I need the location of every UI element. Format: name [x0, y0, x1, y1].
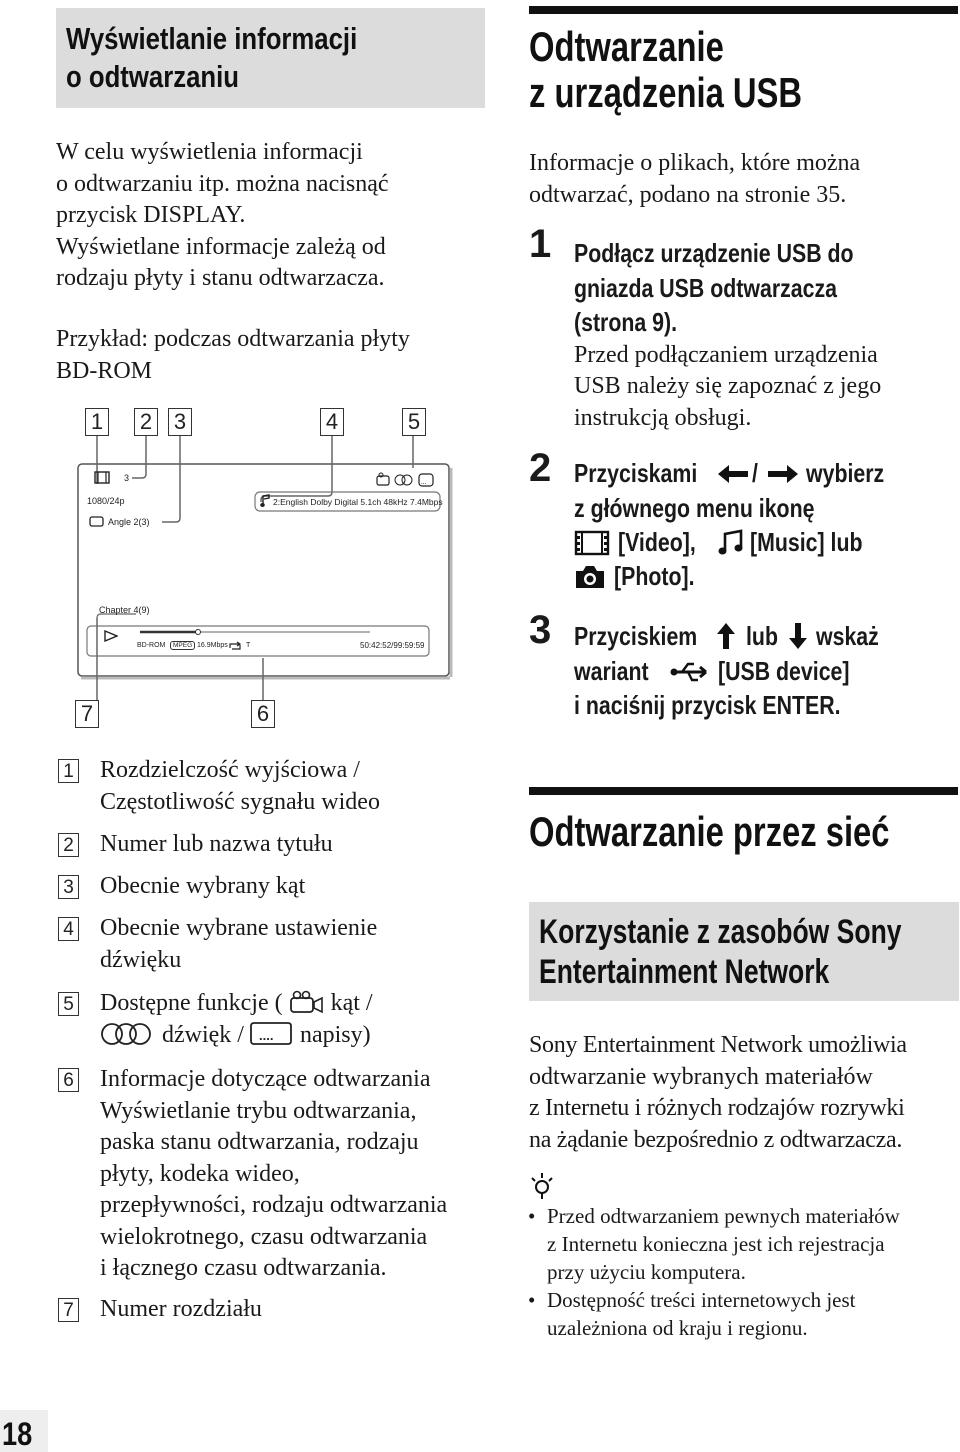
- photo-camera-icon: [574, 564, 606, 590]
- usb-intro: [529, 148, 959, 211]
- text-fragment: wariant: [574, 655, 649, 686]
- legend-item-6: [58, 1064, 488, 1286]
- arrow-up-icon: [716, 622, 736, 650]
- section-rule: [529, 787, 958, 795]
- legend-item-1: [58, 755, 488, 821]
- text-line: i łącznego czasu odtwarzania.: [100, 1255, 387, 1281]
- subtitle-icon: [250, 1021, 294, 1047]
- text-line: na żądanie bezpośrednio z odtwarzacza.: [529, 1126, 903, 1153]
- arrow-down-icon: [788, 622, 808, 650]
- camera-angle-icon: [89, 515, 105, 528]
- text-fragment: Przyciskiem: [574, 621, 698, 651]
- text-line: Dostępność treści internetowych jest: [547, 1288, 856, 1312]
- text-line: Przykład: podczas odtwarzania płyty: [56, 326, 410, 352]
- subsection-heading: [539, 912, 960, 992]
- text-line: Rozdzielczość wyjściowa /: [100, 757, 360, 783]
- text-line: uzależniona od kraju i regionu.: [547, 1316, 808, 1340]
- sen-description: [529, 1030, 959, 1156]
- text-line: Podłącz urządzenie USB do: [574, 238, 854, 268]
- osd-disc-type: BD-ROM: [137, 642, 166, 649]
- text-line: przepływności, rodzaju odtwarzania: [100, 1192, 448, 1218]
- text-fragment: lub: [746, 621, 778, 651]
- step-number: 3: [529, 608, 552, 652]
- text-line: o odtwarzaniu itp. można nacisnąć: [56, 170, 389, 197]
- legend-number: 4: [58, 917, 79, 941]
- text-fragment: Dostępne funkcje (: [100, 990, 283, 1016]
- text-fragment: kąt /: [330, 990, 373, 1016]
- text-line: rodzaju płyty i stanu odtwarzacza.: [56, 265, 385, 291]
- callout-6: 6: [251, 700, 275, 728]
- intro-paragraph: [56, 137, 486, 295]
- subtitle-icon: [419, 474, 433, 486]
- film-icon: [94, 470, 110, 485]
- text-line: z głównego menu ikonę: [574, 492, 815, 523]
- text-line: BD-ROM: [56, 357, 153, 384]
- osd-repeat-mode: T: [246, 642, 251, 649]
- callout-2: 2: [134, 408, 158, 436]
- svg-text:...: ...: [421, 478, 427, 486]
- legend-number: 1: [58, 759, 79, 783]
- text-fragment: dźwięk /: [162, 1021, 244, 1048]
- text-fragment: [Music] lub: [750, 527, 863, 557]
- text-fragment: [USB device]: [718, 655, 850, 686]
- text-fragment: wskaż: [816, 621, 879, 651]
- osd-time: 50:42:52/99:59:59: [360, 641, 425, 650]
- bullet-mark: •: [528, 1288, 536, 1312]
- music-note-icon: [718, 529, 744, 557]
- text-fragment: [Photo].: [614, 561, 695, 591]
- text-line: odtwarzanie wybranych materiałów: [529, 1063, 873, 1090]
- legend-item-7: [58, 1294, 488, 1326]
- callout-1: 1: [85, 408, 109, 436]
- camera-angle-icon: [289, 990, 325, 1014]
- step-number: 2: [529, 446, 552, 490]
- text-line: Sony Entertainment Network umożliwia: [529, 1032, 907, 1058]
- text-line: odtwarzać, podano na stronie 35.: [529, 181, 847, 208]
- available-functions-icons: [376, 472, 436, 488]
- text-fragment: napisy): [299, 1021, 371, 1048]
- text-line: W celu wyświetlenia informacji: [56, 139, 363, 165]
- osd-resolution: 1080/24p: [87, 496, 125, 506]
- osd-angle: Angle 2(3): [108, 517, 150, 527]
- legend-number: 5: [58, 992, 79, 1016]
- callout-5: 5: [402, 408, 426, 436]
- text-line: Numer lub nazwa tytułu: [100, 831, 333, 857]
- text-fragment: [Video],: [618, 527, 696, 557]
- legend-item-2: [58, 829, 488, 861]
- legend-item-4: [58, 913, 488, 977]
- text-fragment: Przyciskami: [574, 458, 698, 488]
- legend-number: 7: [58, 1298, 79, 1322]
- text-line: z Internetu i różnych rodzajów rozrywki: [529, 1095, 905, 1121]
- text-line: z Internetu konieczna jest ich rejestracja: [547, 1232, 885, 1256]
- arrow-left-icon: [716, 462, 750, 486]
- text-line: USB należy się zapoznać z jego: [574, 373, 882, 399]
- text-line: (strona 9).: [574, 307, 678, 337]
- heading-line: o odtwarzaniu: [66, 59, 239, 94]
- text-line: przycisk DISPLAY.: [56, 202, 246, 228]
- audio-icon: [395, 475, 412, 485]
- text-line: Informacje dotyczące odtwarzania: [100, 1066, 431, 1092]
- osd-bitrate: 16.9Mbps: [197, 642, 228, 649]
- text-fragment: /: [752, 458, 758, 488]
- step-number: 1: [529, 222, 552, 266]
- legend-number: 2: [58, 833, 79, 857]
- film-icon: [574, 530, 610, 556]
- step-2: [574, 456, 954, 593]
- legend-number: 3: [58, 875, 79, 899]
- text-line: płyty, kodeka wideo,: [100, 1160, 300, 1187]
- text-line: i naciśnij przycisk ENTER.: [574, 690, 841, 720]
- text-line: Wyświetlanie trybu odtwarzania,: [100, 1097, 417, 1124]
- step-3: [574, 619, 954, 723]
- section-heading: [66, 20, 417, 96]
- text-line: Przed odtwarzaniem pewnych materiałów: [547, 1204, 900, 1228]
- bullet-mark: •: [528, 1204, 536, 1228]
- callout-7: 7: [75, 700, 99, 728]
- callout-3: 3: [168, 408, 192, 436]
- heading-line: z urządzenia USB: [529, 69, 803, 116]
- text-line: przy użyciu komputera.: [547, 1260, 746, 1284]
- callout-4: 4: [320, 408, 344, 436]
- text-line: Przed podłączaniem urządzenia: [574, 341, 878, 368]
- page-number: 18: [2, 1416, 33, 1452]
- text-line: dźwięku: [100, 946, 182, 973]
- osd-audio-setting: 2:English Dolby Digital 5.1ch 48kHz 7.4Mbps: [273, 497, 443, 507]
- heading-line: Odtwarzanie: [529, 23, 724, 70]
- text-line: gniazda USB odtwarzacza: [574, 272, 838, 303]
- play-icon: [104, 630, 118, 642]
- arrow-right-icon: [766, 462, 800, 486]
- audio-icon: [100, 1022, 156, 1046]
- svg-text:....: ....: [258, 1027, 274, 1043]
- camera-angle-icon: [377, 473, 389, 485]
- osd-title-number: 3: [124, 473, 130, 483]
- heading-line: Entertainment Network: [539, 953, 830, 991]
- usb-section-heading: [529, 24, 879, 116]
- text-line: Obecnie wybrane ustawienie: [100, 915, 378, 941]
- text-line: Częstotliwość sygnału wideo: [100, 788, 380, 815]
- heading-line: Korzystanie z zasobów Sony: [539, 913, 902, 951]
- text-line: Obecnie wybrany kąt: [100, 873, 306, 899]
- step-1: [574, 236, 915, 434]
- text-line: wielokrotnego, czasu odtwarzania: [100, 1223, 428, 1250]
- text-line: Numer rozdziału: [100, 1296, 262, 1322]
- osd-codec: MPEG: [170, 641, 195, 650]
- repeat-icon: [228, 641, 242, 651]
- text-fragment: wybierz: [806, 458, 885, 488]
- text-line: paska stanu odtwarzania, rodzaju: [100, 1129, 419, 1155]
- legend-item-5: [58, 988, 488, 1054]
- heading-line: Wyświetlanie informacji: [66, 21, 358, 56]
- text-line: instrukcją obsługi.: [574, 404, 752, 431]
- legend-item-3: [58, 871, 488, 903]
- heading-line: Odtwarzanie przez sieć: [529, 808, 890, 855]
- text-line: Wyświetlane informacje zależą od: [56, 233, 386, 260]
- network-section-heading: [529, 808, 960, 856]
- example-paragraph: [56, 324, 486, 387]
- osd-chapter: Chapter 4(9): [99, 605, 150, 615]
- tip-bulb-icon: [529, 1172, 555, 1200]
- music-note-icon: [260, 494, 270, 508]
- text-line: Informacje o plikach, które można: [529, 150, 861, 176]
- usb-icon: [670, 660, 710, 684]
- section-rule: [529, 6, 958, 14]
- legend-number: 6: [58, 1068, 79, 1092]
